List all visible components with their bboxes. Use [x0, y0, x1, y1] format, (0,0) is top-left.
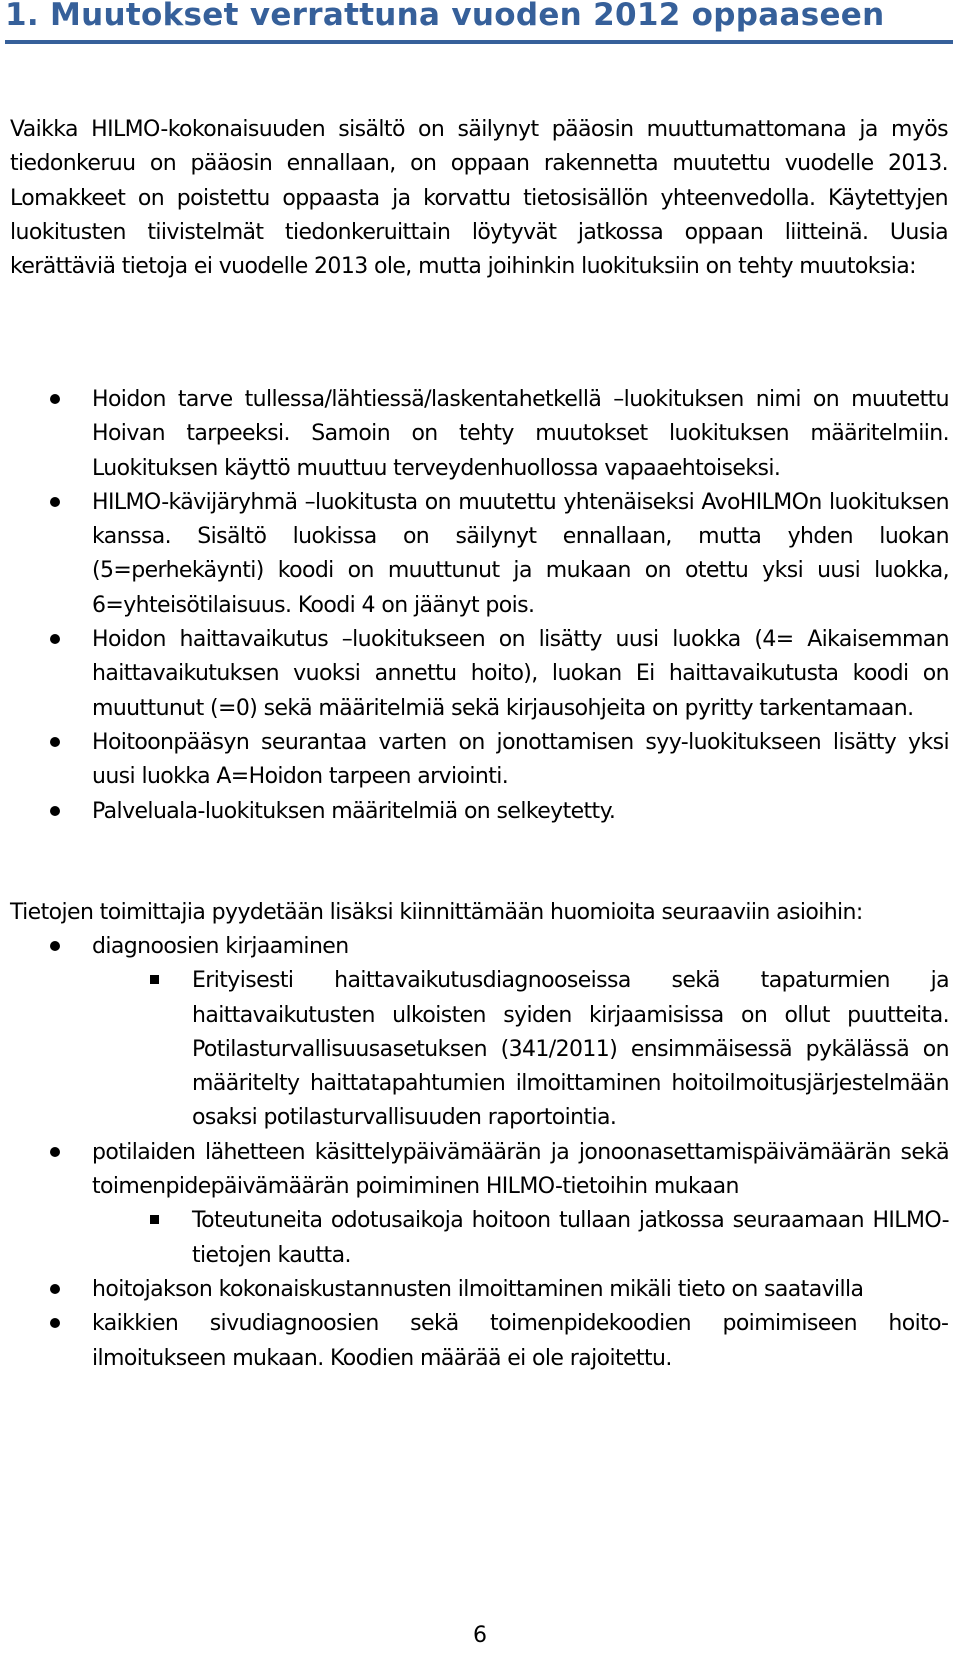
page-number: 6 — [473, 1623, 487, 1648]
list-item — [0, 383, 949, 486]
list-item-text: Hoidon tarve tullessa/lähtiessä/laskentahetkellä –luokituksen nimi on muutettu Hoivan tarpeeksi. Samoin on tehty muutokset luokituksen määritelmiin. Luokituksen käyttö muuttuu terveydenhuollossa vapaaehtoiseksi. — [92, 387, 949, 481]
sub-list-item — [0, 1204, 949, 1273]
heading-underline — [5, 40, 953, 44]
list-item — [0, 726, 949, 795]
list-item — [0, 486, 949, 623]
requests-list — [0, 930, 949, 1376]
list-item-text: diagnoosien kirjaaminen — [92, 934, 349, 959]
list-item-text: hoitojakson kokonaiskustannusten ilmoittaminen mikäli tieto on saatavilla — [92, 1276, 864, 1302]
bullet-icon — [50, 1318, 60, 1328]
intro-paragraph: Vaikka HILMO-kokonaisuuden sisältö on säilynyt pääosin muuttumattomana ja myös tiedonkeruu on pääosin ennallaan, on oppaan rakennetta muutettu vuodelle 2013. Lomakkeet on poistettu oppaasta ja korvattu tietosisällön yhteenvedolla. Käytettyjen luokitusten tiivistelmät tiedonkeruittain löytyvät jatkossa oppaan liitteinä. Uusia kerättäviä tietoja ei vuodelle 2013 ole, mutta joihinkin luokituksiin on tehty muutoksia: — [10, 117, 948, 280]
list-item — [0, 623, 949, 726]
bullet-icon — [50, 497, 60, 507]
list-item — [0, 1273, 949, 1307]
bullet-icon — [50, 1284, 60, 1294]
list-item-text: Palveluala-luokituksen määritelmiä on selkeytetty. — [92, 798, 616, 824]
square-bullet-icon — [150, 975, 159, 984]
list-item — [0, 930, 949, 964]
bullet-icon — [50, 737, 60, 747]
list-item-text: potilaiden lähetteen käsittelypäivämäärän ja jonoonasettamispäivämäärän sekä toimenpidepäivämäärän poimiminen HILMO-tietoihin mukaan — [92, 1139, 949, 1200]
square-bullet-icon — [150, 1215, 159, 1224]
sub-list-item-text: Toteutuneita odotusaikoja hoitoon tullaan jatkossa seuraamaan HILMO-tietojen kautta. — [192, 1208, 949, 1268]
sub-list-item — [0, 964, 949, 1135]
list-item-text: Hoitoonpääsyn seurantaa varten on jonottamisen syy-luokitukseen lisätty yksi uusi luokka A=Hoidon tarpeen arviointi. — [92, 729, 949, 790]
list-item-text: HILMO-kävijäryhmä –luokitusta on muutettu yhtenäiseksi AvoHILMOn luokituksen kanssa. Sisältö luokissa on säilynyt ennallaan, mutta yhden luokan (5=perhekäynti) koodi on muuttunut ja mukaan on otettu yksi uusi luokka, 6=yhteisötilaisuus. Koodi 4 on jäänyt pois. — [92, 489, 949, 618]
list-item — [0, 795, 949, 829]
bullet-icon — [50, 1147, 60, 1157]
list-item — [0, 1136, 949, 1205]
changes-list — [0, 383, 949, 829]
note-paragraph: Tietojen toimittajia pyydetään lisäksi kiinnittämään huomioita seuraaviin asioihin: — [10, 900, 863, 925]
bullet-icon — [50, 806, 60, 816]
sub-list-item-text: Erityisesti haittavaikutusdiagnooseissa sekä tapaturmien ja haittavaikutusten ulkoisten syiden kirjaamisissa on ollut puutteita. Potilasturvallisuusasetuksen (341/2011) ensimmäisessä pykälässä on määritelty haittatapahtumien ilmoittaminen hoitoilmoitusjärjestelmään osaksi potilasturvallisuuden raportointia. — [192, 968, 949, 1131]
list-item — [0, 1307, 949, 1376]
bullet-icon — [50, 634, 60, 644]
section-heading: 1. Muutokset verrattuna vuoden 2012 oppaaseen — [5, 0, 885, 33]
list-item-text: kaikkien sivudiagnoosien sekä toimenpidekoodien poimimiseen hoitoilmoitukseen mukaan. Koodien määrää ei ole rajoitettu. — [92, 1311, 949, 1371]
bullet-icon — [50, 941, 60, 951]
list-item-text: Hoidon haittavaikutus –luokitukseen on lisätty uusi luokka (4= Aikaisemman haittavaikutuksen vuoksi annettu hoito), luokan Ei haittavaikutusta koodi on muuttunut (=0) sekä määritelmiä sekä kirjausohjeita on pyritty tarkentamaan. — [92, 627, 949, 721]
bullet-icon — [50, 394, 60, 404]
